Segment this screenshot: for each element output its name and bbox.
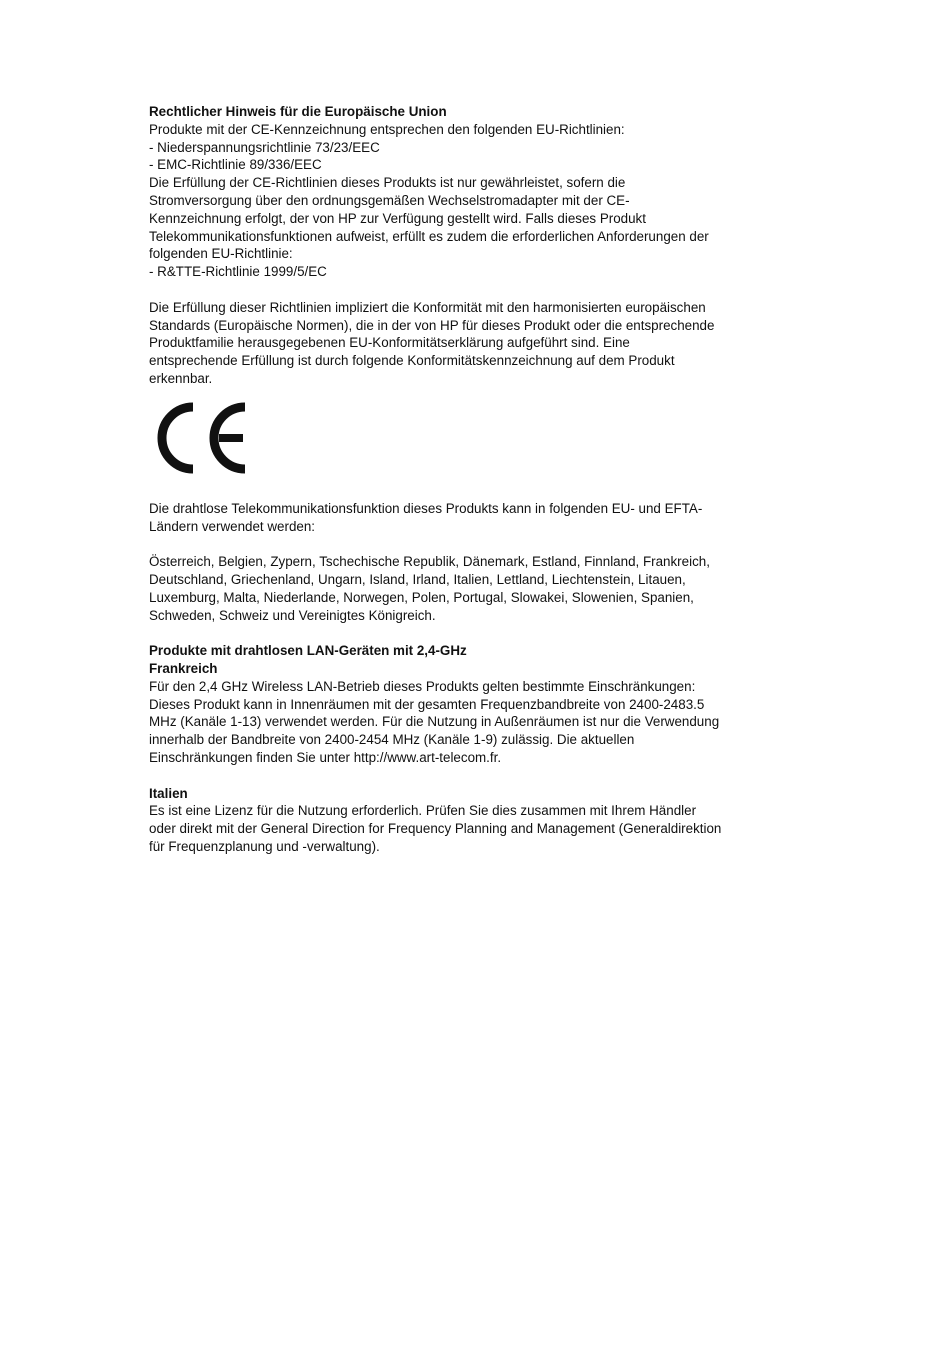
italy-line: Es ist eine Lizenz für die Nutzung erforderlich. Prüfen Sie dies zusammen mit Ihrem Händler — [149, 803, 697, 819]
harmonized-line: Produktfamilie herausgegebenen EU-Konformitätserklärung aufgeführt sind. Eine — [149, 335, 630, 351]
directive-item: - EMC-Richtlinie 89/336/EEC — [149, 157, 322, 173]
notice-intro: Produkte mit der CE-Kennzeichnung entsprechen den folgenden EU-Richtlinien: — [149, 121, 625, 137]
france-heading: Frankreich — [149, 660, 218, 676]
country-list-line: Luxemburg, Malta, Niederlande, Norwegen, Polen, Portugal, Slowakei, Slowenien, Spanien, — [149, 589, 694, 605]
harmonized-line: Standards (Europäische Normen), die in der von HP für dieses Produkt oder die entsprechende — [149, 317, 715, 333]
paragraph-gap — [149, 624, 809, 642]
paragraph-gap — [149, 535, 809, 553]
harmonized-line: erkennbar. — [149, 370, 213, 386]
france-line: Dieses Produkt kann in Innenräumen mit der gesamten Frequenzbandbreite von 2400-2483.5 — [149, 696, 705, 712]
ce-mark-icon — [155, 402, 251, 474]
compliance-line: Die Erfüllung der CE-Richtlinien dieses Produkts ist nur gewährleistet, sofern die — [149, 175, 626, 191]
france-line: Einschränkungen finden Sie unter http://www.art-telecom.fr. — [149, 749, 502, 765]
country-list-line: Österreich, Belgien, Zypern, Tschechische Republik, Dänemark, Estland, Finnland, Frankreich, — [149, 554, 710, 570]
france-line: Für den 2,4 GHz Wireless LAN-Betrieb dieses Produkts gelten bestimmte Einschränkungen: — [149, 678, 696, 694]
harmonized-line: Die Erfüllung dieser Richtlinien impliziert die Konformität mit den harmonisierten europäischen — [149, 299, 706, 315]
paragraph-gap — [149, 767, 809, 785]
italy-line: oder direkt mit der General Direction for Frequency Planning and Management (Generaldirektion — [149, 821, 722, 837]
document-page — [149, 103, 809, 856]
france-line: innerhalb der Bandbreite von 2400-2454 MHz (Kanäle 1-9) zulässig. Die aktuellen — [149, 732, 635, 748]
wireless-usage-line: Die drahtlose Telekommunikationsfunktion dieses Produkts kann in folgenden EU- und EFTA- — [149, 500, 703, 516]
compliance-line: folgenden EU-Richtlinie: — [149, 246, 293, 262]
ce-logo-area — [149, 388, 809, 500]
compliance-line: Telekommunikationsfunktionen aufweist, erfüllt es zudem die erforderlichen Anforderungen der — [149, 228, 709, 244]
country-list-line: Deutschland, Griechenland, Ungarn, Island, Irland, Italien, Lettland, Liechtenstein, Litauen, — [149, 571, 686, 587]
wireless-usage-line: Ländern verwendet werden: — [149, 518, 316, 534]
directive-item: - Niederspannungsrichtlinie 73/23/EEC — [149, 139, 380, 155]
italy-heading: Italien — [149, 785, 188, 801]
france-line: MHz (Kanäle 1-13) verwendet werden. Für die Nutzung in Außenräumen ist nur die Verwendung — [149, 714, 720, 730]
italy-line: für Frequenzplanung und -verwaltung). — [149, 838, 380, 854]
rtte-directive-item: - R&TTE-Richtlinie 1999/5/EC — [149, 264, 327, 280]
harmonized-line: entsprechende Erfüllung ist durch folgende Konformitätskennzeichnung auf dem Produkt — [149, 353, 675, 369]
country-list-line: Schweden, Schweiz und Vereinigtes Königreich. — [149, 607, 436, 623]
lan-heading: Produkte mit drahtlosen LAN-Geräten mit 2,4-GHz — [149, 643, 467, 659]
compliance-line: Stromversorgung über den ordnungsgemäßen Wechselstromadapter mit der CE- — [149, 192, 630, 208]
paragraph-gap — [149, 281, 809, 299]
compliance-line: Kennzeichnung erfolgt, der von HP zur Verfügung gestellt wird. Falls dieses Produkt — [149, 210, 646, 226]
notice-title: Rechtlicher Hinweis für die Europäische Union — [149, 104, 447, 119]
